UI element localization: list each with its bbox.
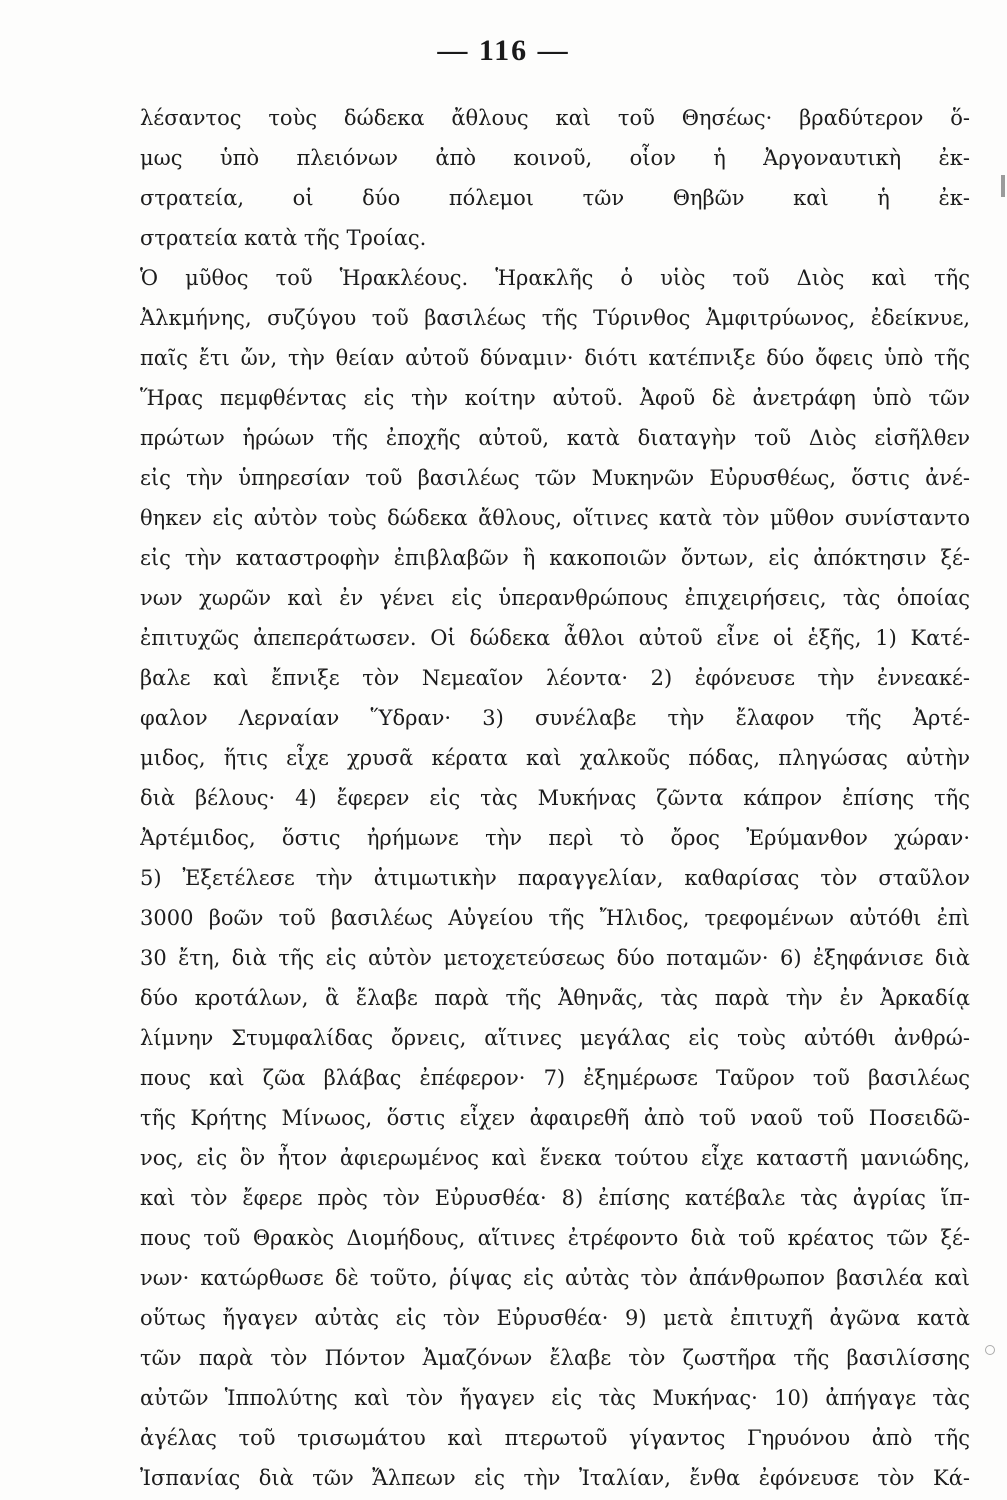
text-line: ἀγέλας τοῦ τρισωμάτου καὶ πτερωτοῦ γίγαντος Γηρυόνου ἀπὸ τῆς — [140, 1426, 970, 1450]
text-line: δύο κροτάλων, ἃ ἔλαβε παρὰ τῆς Ἀθηνᾶς, τὰς παρὰ τὴν ἐν Ἀρκαδίᾳ — [140, 986, 970, 1010]
page-number: — 116 — — [437, 34, 570, 67]
text-line: νος, εἰς ὃν ἦτον ἀφιερωμένος καὶ ἕνεκα τούτου εἶχε καταστῆ μανιώδης, — [140, 1146, 970, 1170]
text-line: εἰς τὴν ὑπηρεσίαν τοῦ βασιλέως τῶν Μυκηνῶν Εὐρυσθέως, ὅστις ἀνέ- — [140, 466, 970, 490]
text-line: θηκεν εἰς αὐτὸν τοὺς δώδεκα ἄθλους, οἵτινες κατὰ τὸν μῦθον συνίσταντο — [140, 506, 970, 530]
text-line: καὶ τὸν ἔφερε πρὸς τὸν Εὐρυσθέα· 8) ἐπίσης κατέβαλε τὰς ἀγρίας ἵπ- — [140, 1186, 970, 1210]
text-line: Ἰσπανίας διὰ τῶν Ἄλπεων εἰς τὴν Ἰταλίαν, ἔνθα ἐφόνευσε τὸν Κά- — [140, 1466, 970, 1490]
text-line: νων· κατώρθωσε δὲ τοῦτο, ῥίψας εἰς αὐτὰς τὸν ἀπάνθρωπον βασιλέα καὶ — [140, 1266, 970, 1290]
text-line: λέσαντος τοὺς δώδεκα ἄθλους καὶ τοῦ Θησέως· βραδύτερον ὅ- — [140, 106, 970, 130]
text-line: διὰ βέλους· 4) ἔφερεν εἰς τὰς Μυκήνας ζῶντα κάπρον ἐπίσης τῆς — [140, 786, 970, 810]
text-line: μιδος, ἥτις εἶχε χρυσᾶ κέρατα καὶ χαλκοῦς πόδας, πληγώσας αὐτὴν — [140, 746, 970, 770]
text-line: Ἥρας πεμφθέντας εἰς τὴν κοίτην αὐτοῦ. Ἀφοῦ δὲ ἀνετράφη ὑπὸ τῶν — [140, 386, 970, 410]
text-line: στρατεία κατὰ τῆς Τροίας. — [140, 226, 427, 250]
text-line: νων χωρῶν καὶ ἐν γένει εἰς ὑπερανθρώπους ἐπιχειρήσεις, τὰς ὁποίας — [140, 586, 970, 610]
text-line: αὐτῶν Ἱππολύτης καὶ τὸν ἤγαγεν εἰς τὰς Μυκήνας· 10) ἀπήγαγε τὰς — [140, 1386, 970, 1410]
margin-ink-mark — [1001, 175, 1005, 197]
text-line: μως ὑπὸ πλειόνων ἀπὸ κοινοῦ, οἷον ἡ Ἀργοναυτικὴ ἐκ- — [140, 146, 970, 170]
text-line: 5) Ἐξετέλεσε τὴν ἀτιμωτικὴν παραγγελίαν, καθαρίσας τὸν σταῦλον — [140, 866, 970, 890]
page-body-text — [140, 98, 970, 1498]
text-line: πρώτων ἡρώων τῆς ἐποχῆς αὐτοῦ, κατὰ διαταγὴν τοῦ Διὸς εἰσῆλθεν — [140, 426, 970, 450]
text-line: τῆς Κρήτης Μίνωος, ὅστις εἶχεν ἀφαιρεθῆ ἀπὸ τοῦ ναοῦ τοῦ Ποσειδῶ- — [140, 1106, 970, 1130]
text-line: οὕτως ἤγαγεν αὐτὰς εἰς τὸν Εὐρυσθέα· 9) μετὰ ἐπιτυχῆ ἀγῶνα κατὰ — [140, 1306, 970, 1330]
text-line: Ἀλκμήνης, συζύγου τοῦ βασιλέως τῆς Τύρινθος Ἀμφιτρύωνος, ἐδείκνυε, — [140, 306, 970, 330]
text-line: παῖς ἔτι ὤν, τὴν θείαν αὐτοῦ δύναμιν· διότι κατέπνιξε δύο ὄφεις ὑπὸ τῆς — [140, 346, 970, 370]
text-line: λίμνην Στυμφαλίδας ὄρνεις, αἵτινες μεγάλας εἰς τοὺς αὐτόθι ἀνθρώ- — [140, 1026, 970, 1050]
text-line: φαλον Λερναίαν Ὕδραν· 3) συνέλαβε τὴν ἔλαφον τῆς Ἀρτέ- — [140, 706, 970, 730]
text-line: ἐπιτυχῶς ἀπεπεράτωσεν. Οἱ δώδεκα ἆθλοι αὐτοῦ εἶνε οἱ ἑξῆς, 1) Κατέ- — [140, 626, 970, 650]
text-line: πους τοῦ Θρακὸς Διομήδους, αἵτινες ἐτρέφοντο διὰ τοῦ κρέατος τῶν ξέ- — [140, 1226, 970, 1250]
text-line: 3000 βοῶν τοῦ βασιλέως Αὐγείου τῆς Ἤλιδος, τρεφομένων αὐτόθι ἐπὶ — [140, 906, 970, 930]
text-line: Ἀρτέμιδος, ὅστις ἠρήμωνε τὴν περὶ τὸ ὄρος Ἐρύμανθον χώραν· — [140, 826, 970, 850]
text-line: εἰς τὴν καταστροφὴν ἐπιβλαβῶν ἢ κακοποιῶν ὄντων, εἰς ἀπόκτησιν ξέ- — [140, 546, 970, 570]
text-line: 30 ἔτη, διὰ τῆς εἰς αὐτὸν μετοχετεύσεως δύο ποταμῶν· 6) ἐξηφάνισε διὰ — [140, 946, 970, 970]
text-line: πους καὶ ζῶα βλάβας ἐπέφερον· 7) ἐξημέρωσε Ταῦρον τοῦ βασιλέως — [140, 1066, 970, 1090]
margin-ink-dot — [985, 1345, 995, 1355]
text-line: Ὁ μῦθος τοῦ Ἡρακλέους. Ἡρακλῆς ὁ υἱὸς τοῦ Διὸς καὶ τῆς — [140, 266, 970, 290]
text-line: στρατεία, οἱ δύο πόλεμοι τῶν Θηβῶν καὶ ἡ ἐκ- — [140, 186, 970, 210]
text-line: τῶν παρὰ τὸν Πόντον Ἀμαζόνων ἔλαβε τὸν ζωστῆρα τῆς βασιλίσσης — [140, 1346, 970, 1370]
text-line: βαλε καὶ ἔπνιξε τὸν Νεμεαῖον λέοντα· 2) ἐφόνευσε τὴν ἐννεακέ- — [140, 666, 970, 690]
